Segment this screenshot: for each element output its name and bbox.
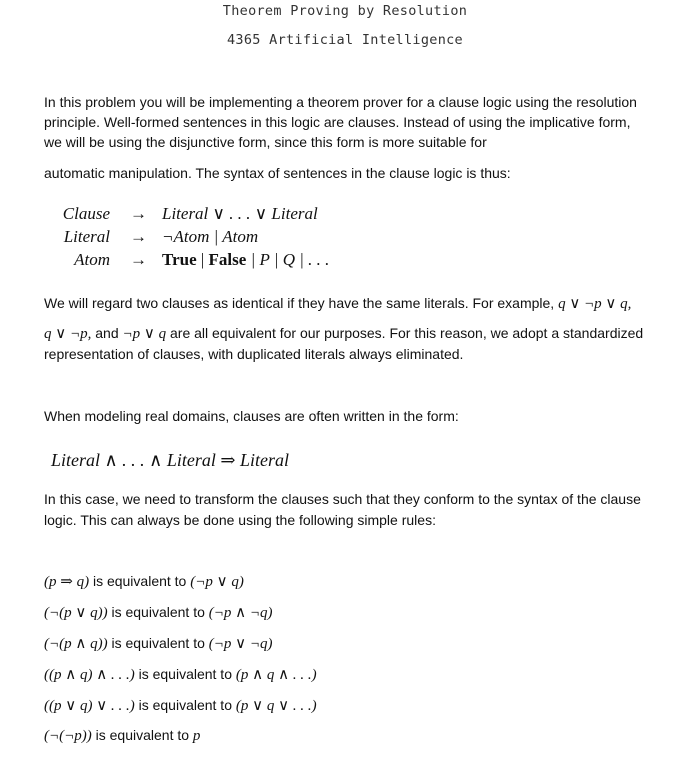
rule-item: (p ⇒ q) is equivalent to (¬p ∨ q) <box>44 573 244 590</box>
arrow-icon: → <box>130 227 147 246</box>
course-name: 4365 Artificial Intelligence <box>227 32 463 48</box>
modeling-text: When modeling real domains, clauses are often written in the form: <box>44 408 459 424</box>
transform-line: logic. This can always be done using the following simple rules: <box>44 512 436 528</box>
intro-line: automatic manipulation. The syntax of sentences in the clause logic is thus: <box>44 165 511 181</box>
rule-item: ((p ∨ q) ∨ . . .) is equivalent to (p ∨ q ∨ . . .) <box>44 697 317 714</box>
grammar-rhs: Literal ∨ . . . ∨ Literal <box>162 204 318 223</box>
grammar-lhs: Literal <box>63 227 110 246</box>
intro-line: In this problem you will be implementing a theorem prover for a clause logic using the resolution <box>44 94 637 110</box>
intro-line: we will be using the disjunctive form, since this form is more suitable for <box>44 134 487 150</box>
rule-item: ((p ∧ q) ∧ . . .) is equivalent to (p ∧ q ∧ . . .) <box>44 666 317 683</box>
implication-formula: Literal ∧ . . . ∧ Literal ⇒ Literal <box>51 450 289 470</box>
grammar-rhs: ¬Atom | Atom <box>162 227 259 246</box>
grammar-lhs: Clause <box>62 204 110 223</box>
transform-line: In this case, we need to transform the clauses such that they conform to the syntax of the clause <box>44 491 641 507</box>
arrow-icon: → <box>130 250 147 269</box>
intro-line: principle. Well-formed sentences in this logic are clauses. Instead of using the implicative form, <box>44 114 631 130</box>
grammar-rhs: True | False | P | Q | . . . <box>162 250 330 269</box>
rule-item: (¬(p ∧ q)) is equivalent to (¬p ∨ ¬q) <box>44 635 273 652</box>
document-title: Theorem Proving by Resolution <box>222 3 468 19</box>
grammar-lhs: Atom <box>74 250 110 269</box>
rule-item: (¬(¬p)) is equivalent to p <box>44 727 201 744</box>
identical-line: q ∨ ¬p, and ¬p ∨ q are all equivalent for our purposes. For this reason, we adopt a standardized <box>44 325 644 342</box>
grammar-block <box>50 204 450 274</box>
arrow-icon: → <box>130 204 147 223</box>
identical-line: We will regard two clauses as identical if they have the same literals. For example, q ∨ ¬p ∨ q, <box>44 295 632 312</box>
rule-item: (¬(p ∨ q)) is equivalent to (¬p ∧ ¬q) <box>44 604 273 621</box>
identical-line: representation of clauses, with duplicated literals always eliminated. <box>44 346 464 362</box>
